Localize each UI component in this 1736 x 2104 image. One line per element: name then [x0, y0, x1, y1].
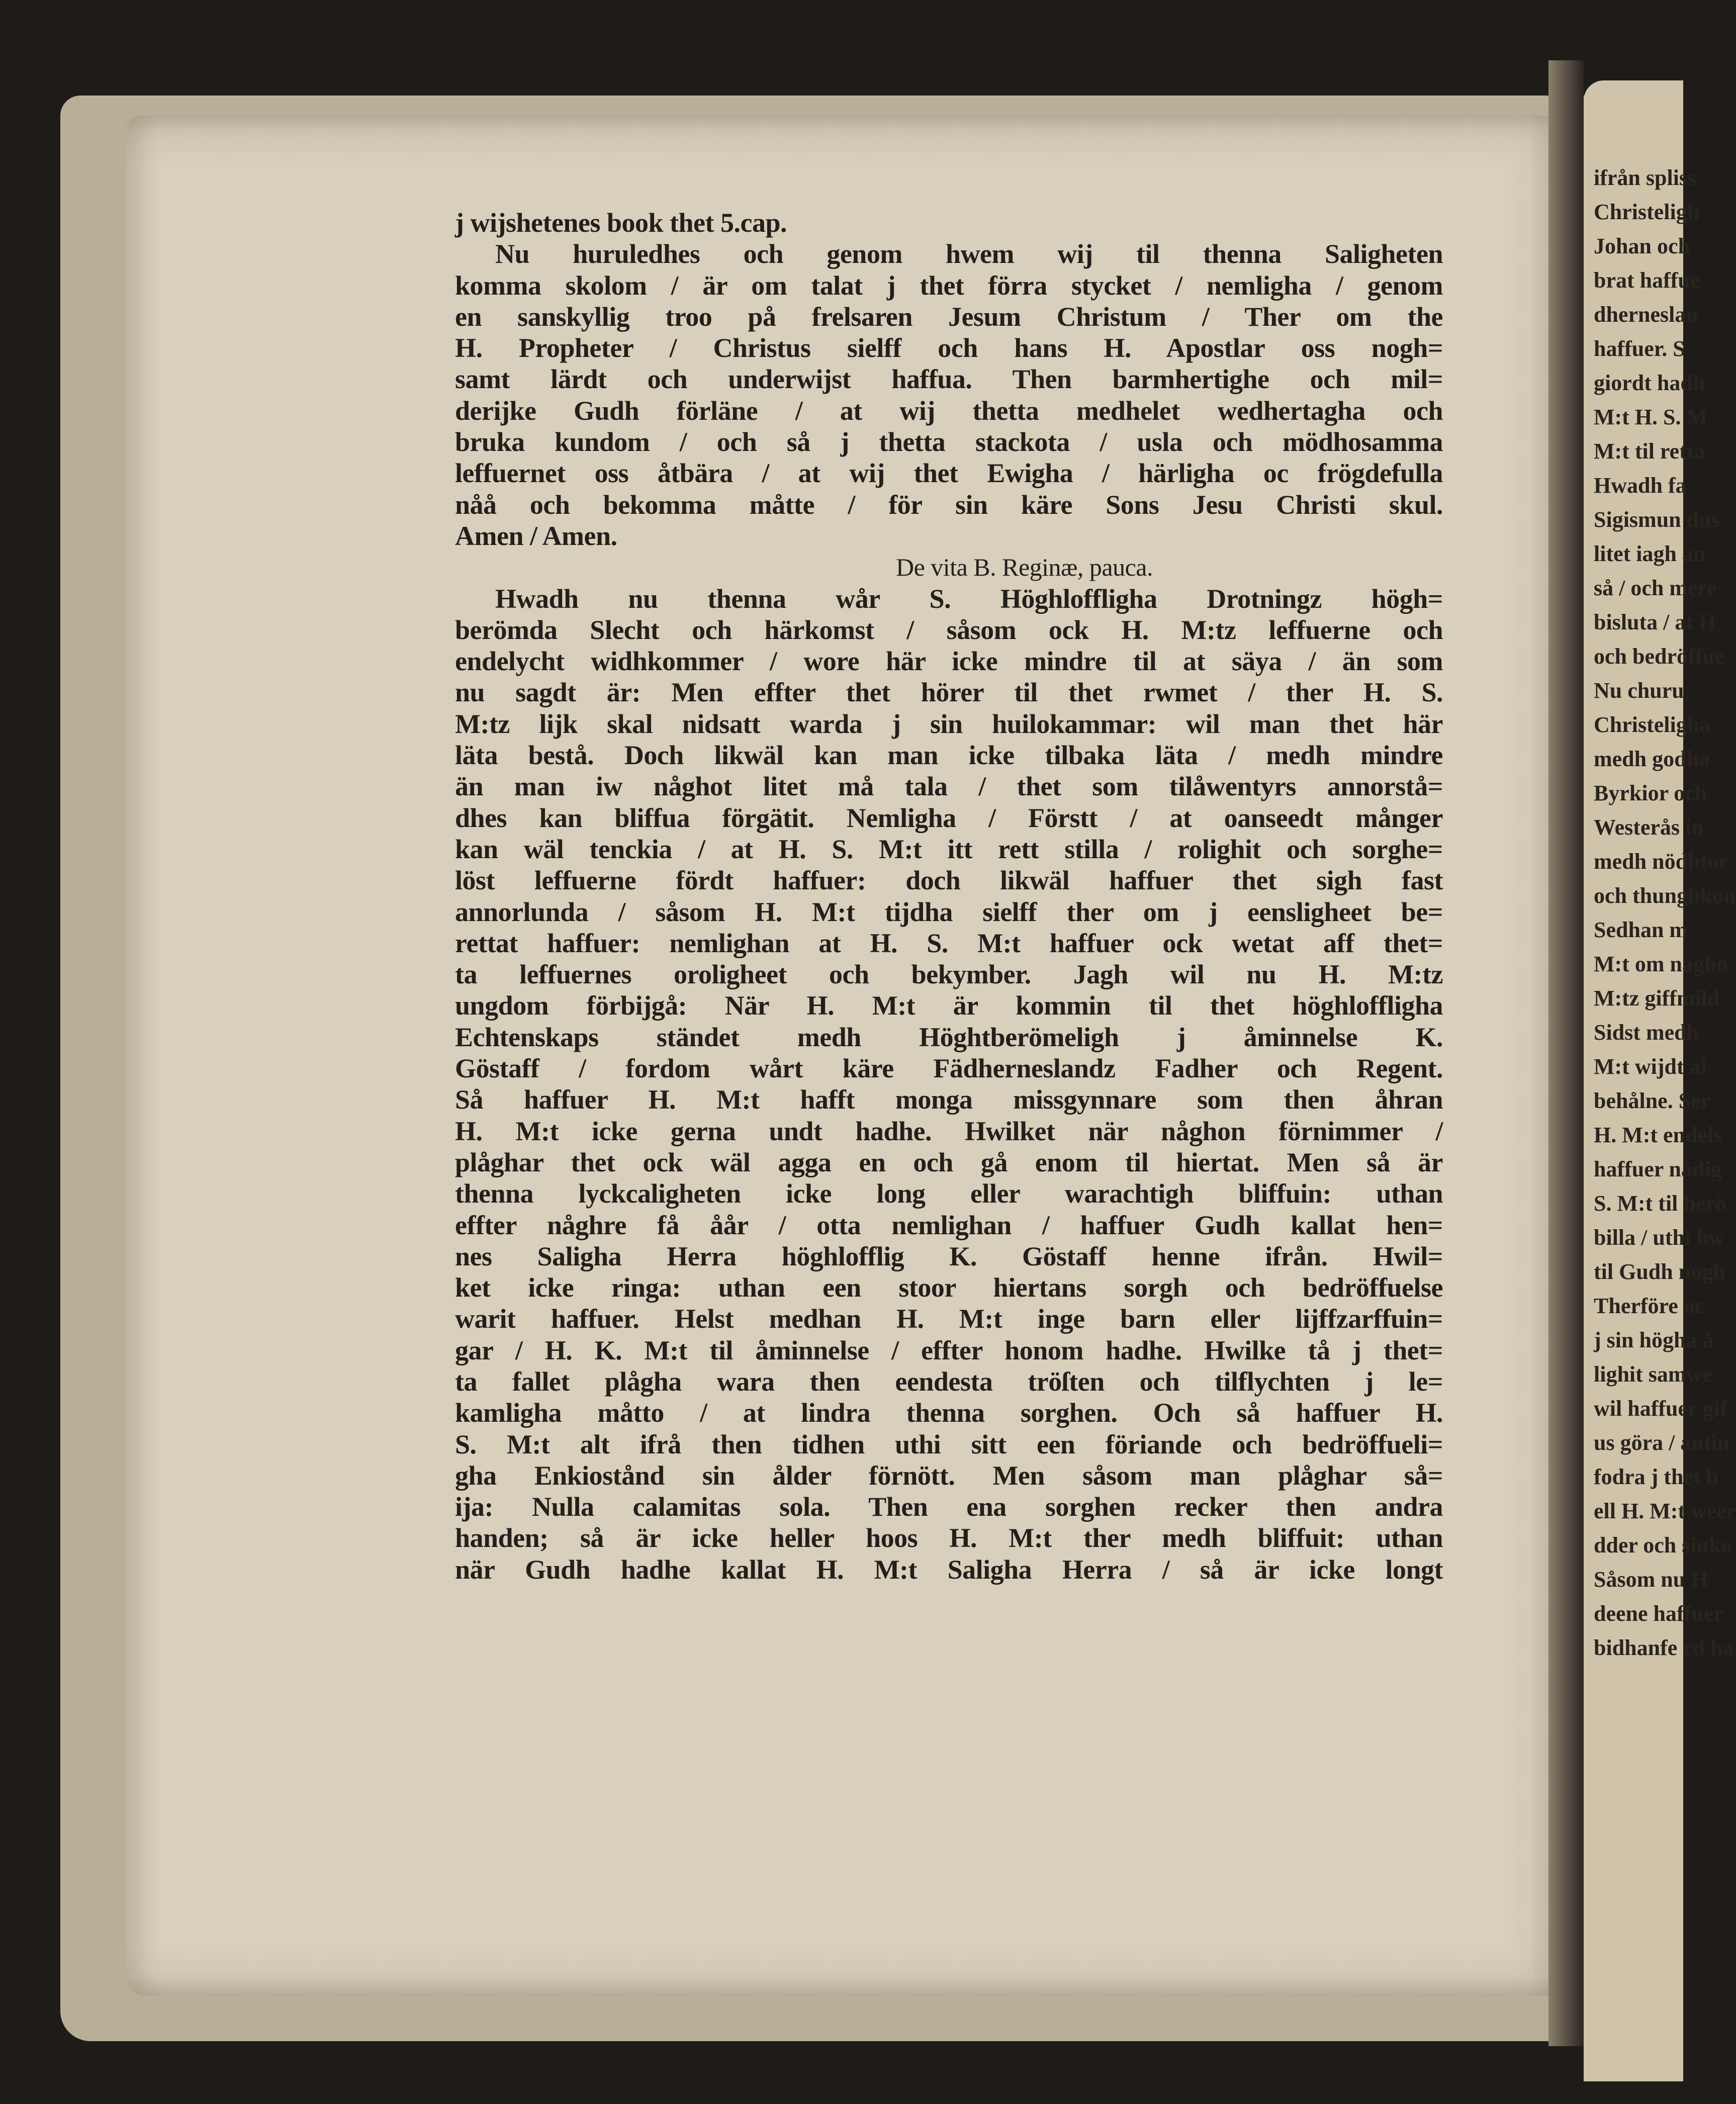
text-line: M:tz lijk skal nidsatt warda j sin huilokammar: wil man thet här	[455, 708, 1443, 739]
right-text-line: så / och mere	[1594, 576, 1717, 600]
book-gutter	[1548, 60, 1584, 2046]
left-page-text	[455, 207, 1443, 1585]
right-text-line: M:t wijdt al	[1594, 1054, 1707, 1079]
right-text-line: Westerås in	[1594, 815, 1704, 840]
right-text-line: giordt hadh	[1594, 371, 1705, 395]
section-heading: De vita B. Reginæ, pauca.	[896, 553, 1153, 582]
text-line: nu sagdt är: Men effter thet hörer til thet rwmet / ther H. S.	[455, 677, 1443, 708]
right-text-line: M:t H. S. M	[1594, 405, 1708, 429]
text-line: gha Enkiostånd sin ålder förnött. Men såsom man plåghar så=	[455, 1460, 1443, 1491]
right-text-line: wil haffuer gif	[1594, 1396, 1727, 1421]
right-text-line: S. M:t til berö	[1594, 1191, 1726, 1216]
right-text-line: och thunghkon	[1594, 883, 1736, 908]
right-text-line: ifrån spliss	[1594, 165, 1697, 190]
text-line: gar / H. K. M:t til åminnelse / effter honom hadhe. Hwilke tå j thet=	[455, 1335, 1443, 1365]
right-text-line: Sigismun dus	[1594, 507, 1720, 532]
right-text-line: Hwadh fa	[1594, 473, 1687, 498]
right-text-line: litet iagh an	[1594, 541, 1706, 566]
right-text-line: medh godha	[1594, 747, 1710, 771]
right-text-line: dder och siuko	[1594, 1533, 1732, 1558]
text-line: warit haffuer. Helst medhan H. M:t inge barn eller lijffzarffuin=	[455, 1304, 1443, 1334]
text-line: endelycht widhkommer / wore här icke mindre til at säya / än som	[455, 646, 1443, 677]
text-line: ta leffuernes oroligheet och bekymber. Jagh wil nu H. M:tz	[455, 959, 1443, 990]
right-text-line: dherneslan	[1594, 302, 1698, 327]
right-text-line: Christeligh	[1594, 200, 1700, 224]
right-text-line: bisluta / at H	[1594, 610, 1716, 634]
text-line: Göstaff / fordom wårt käre Fädherneslandz Fadher och Regent.	[455, 1053, 1443, 1084]
right-text-line: lighit samwe	[1594, 1362, 1712, 1387]
right-text-line: M:t til retta	[1594, 439, 1705, 464]
right-text-line: Byrkior och	[1594, 781, 1707, 805]
right-text-line: deene haffuer	[1594, 1601, 1723, 1626]
text-line: annorlunda / såsom H. M:t tijdha sielff ther om j eensligheet be=	[455, 896, 1443, 927]
text-line: H. Propheter / Christus sielff och hans H. Apostlar oss nogh=	[455, 333, 1443, 363]
right-page-fragment	[1584, 80, 1736, 2081]
right-text-line: til Gudh nogh	[1594, 1259, 1725, 1284]
text-line: ta fallet plågha wara then eendesta tröſten och tilflychten j le=	[455, 1366, 1443, 1397]
text-line: dhes kan bliffua förgätit. Nemligha / Förstt / at oanseedt månger	[455, 802, 1443, 833]
right-text-line: Christeligha	[1594, 712, 1711, 737]
right-text-line: Sidst medh	[1594, 1020, 1699, 1045]
right-text-line: och bedröffue	[1594, 644, 1725, 669]
text-line: kamligha måtto / at lindra thenna sorghen. Och så haffuer H.	[455, 1398, 1443, 1428]
right-text-line: Nu churu	[1594, 678, 1684, 703]
text-line: komma skolom / är om talat j thet förra stycket / nemligha / genom	[455, 270, 1443, 301]
text-line: samt lärdt och underwijst haffua. Then barmhertighe och mil=	[455, 364, 1443, 395]
text-line: än man iw någhot litet må tala / thet som tilåwentyrs annorstå=	[455, 771, 1443, 802]
text-line: Så haffuer H. M:t hafft monga missgynnare som then åhran	[455, 1084, 1443, 1115]
right-text-line: ell H. M:t weer	[1594, 1499, 1736, 1523]
right-text-line: brat haffue	[1594, 268, 1700, 293]
right-text-line: haffuer. S	[1594, 336, 1685, 361]
right-text-line: M:tz giffmild	[1594, 986, 1720, 1011]
text-line: Hwadh nu thenna wår S. Höghlofflighа Drotningz högh=	[495, 583, 1443, 614]
right-text-line: behålne. Ser	[1594, 1088, 1711, 1113]
right-page-text	[1584, 161, 1736, 1665]
text-line: ket icke ringa: uthan een stoor hiertans sorgh och bedröffuelse	[455, 1272, 1443, 1303]
right-text-line: Johan och	[1594, 234, 1690, 258]
text-line: berömda Slecht och härkomst / såsom ock H. M:tz leffuerne och	[455, 614, 1443, 645]
text-line: nåå och bekomma måtte / för sin käre Sons Jesu Christi skul.	[455, 489, 1443, 520]
text-line: löst leffuerne fördt haffuer: doch likwäl haffuer thet sigh fast	[455, 865, 1443, 896]
right-text-line: medh nödhtor	[1594, 849, 1728, 874]
right-text-line: haffuer nådig	[1594, 1157, 1722, 1181]
right-text-line: H. M:t endels	[1594, 1123, 1722, 1147]
text-line: handen; så är icke heller hoos H. M:t ther medh bliffuit: uthan	[455, 1523, 1443, 1553]
text-line: plåghar thet ock wäl agga en och gå enom til hiertat. Men så är	[455, 1147, 1443, 1177]
right-text-line: billa / uthi hw	[1594, 1225, 1725, 1250]
text-line: ungdom förbijgå: När H. M:t är kommin til thet höghlofflighа	[455, 990, 1443, 1021]
text-line: en sanskyllig troo på frelsaren Jesum Christum / Ther om the	[455, 301, 1443, 332]
text-line: rettat haffuer: nemlighan at H. S. M:t haffuer ock wetat aff thet=	[455, 928, 1443, 958]
right-text-line: M:t om nagho	[1594, 952, 1728, 976]
text-line: derijke Gudh förläne / at wij thetta medhelet wedhertagha och	[455, 395, 1443, 426]
text-line: Amen / Amen.	[455, 520, 617, 551]
right-text-line: Sedhan m	[1594, 918, 1688, 942]
right-text-line: bidhanfe rd ha	[1594, 1635, 1734, 1660]
text-line: effter någhre få åår / otta nemlighan / haffuer Gudh kallat hen=	[455, 1210, 1443, 1240]
text-line: S. M:t alt ifrå then tidhen uthi sitt een föriande och bedröffueli=	[455, 1429, 1443, 1459]
text-line: j wijshetenes book thet 5.cap.	[455, 208, 787, 238]
text-line: H. M:t icke gerna undt hadhe. Hwilket när någhon förnimmer /	[455, 1116, 1443, 1146]
right-text-line: Therföre oc	[1594, 1294, 1705, 1318]
right-text-line: us göra / antin	[1594, 1430, 1730, 1455]
text-line: leffuernet oss åtbära / at wij thet Ewigha / härligha oc frögdefulla	[455, 458, 1443, 489]
text-line: kan wäl tenckia / at H. S. M:t itt rett stilla / rolighit och sorghe=	[455, 834, 1443, 864]
text-line: när Gudh hadhe kallat H. M:t Saligha Herra / så är icke longt	[455, 1554, 1443, 1585]
text-line: nes Saligha Herra höghlofflig K. Göstaff henne ifrån. Hwil=	[455, 1241, 1443, 1271]
right-text-line: fodra j thet b	[1594, 1465, 1719, 1489]
text-line: läta bestå. Doch likwäl kan man icke tilbaka läta / medh mindre	[455, 740, 1443, 771]
text-line: Echtenskaps ständet medh Höghtberömeligh j åminnelse K.	[455, 1022, 1443, 1052]
right-text-line: j sin högha å	[1594, 1328, 1714, 1352]
text-line: ija: Nulla calamitas sola. Then ena sorghen recker then andra	[455, 1492, 1443, 1522]
right-text-line: Såsom nu H	[1594, 1567, 1708, 1592]
text-line: thenna lyckсaligheten icke long eller warachtigh bliffuin: uthan	[455, 1178, 1443, 1209]
text-line: bruka kundom / och så j thetta stackota / usla och mödhosamma	[455, 427, 1443, 458]
text-line: Nu huruledhes och genom hwem wij til thenna Saligheten	[495, 239, 1443, 269]
